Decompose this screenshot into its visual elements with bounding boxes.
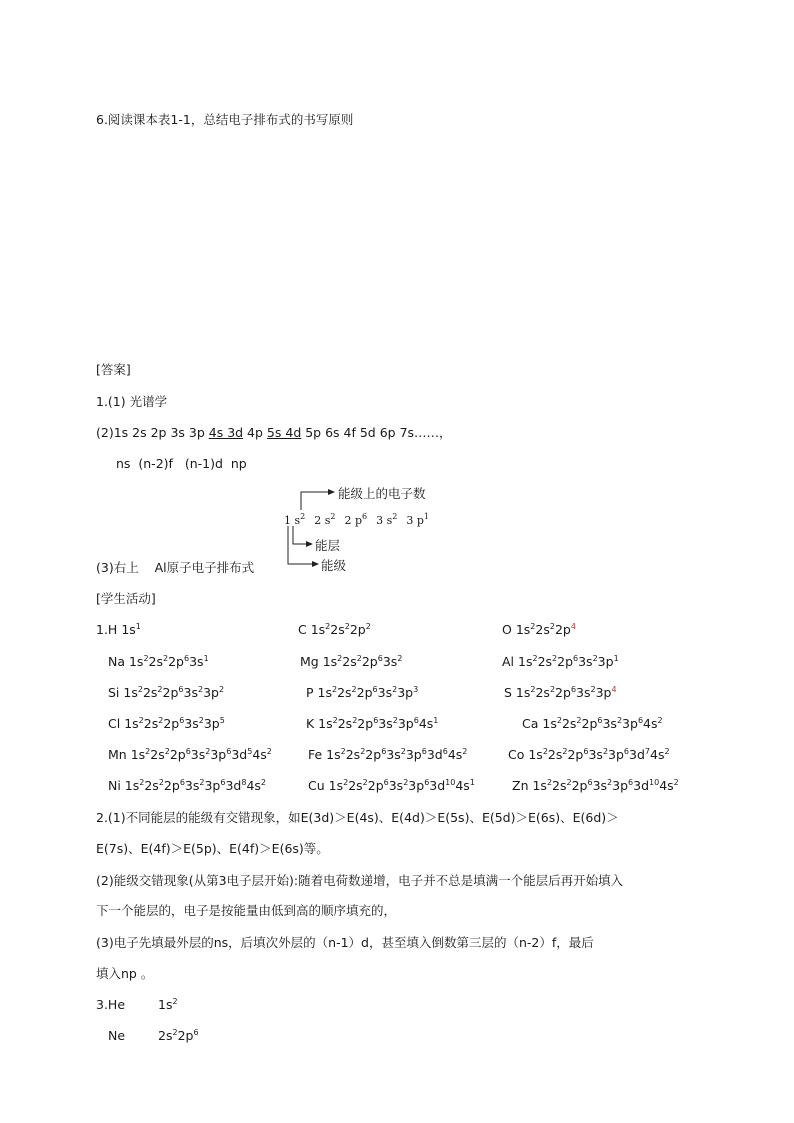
electron-count: 2 bbox=[139, 778, 145, 787]
element-symbol: 3.He bbox=[96, 997, 126, 1012]
element-symbol: Al bbox=[502, 654, 518, 669]
orbital: 3p bbox=[203, 716, 220, 731]
electron-count: 2 bbox=[356, 654, 362, 663]
orbital: 4s bbox=[246, 778, 261, 793]
electron-count: 6 bbox=[623, 747, 630, 756]
orbital: 3s bbox=[386, 747, 401, 762]
electron-count: 2 bbox=[172, 1028, 178, 1037]
orbital: 3p bbox=[608, 747, 624, 762]
orbital: 2s bbox=[150, 747, 165, 762]
orbital: 3d bbox=[633, 778, 650, 793]
orbital: 2p bbox=[356, 685, 373, 700]
orbital: 1s bbox=[328, 778, 344, 793]
electron-configuration bbox=[121, 622, 141, 637]
electron-count: 2 bbox=[331, 685, 338, 694]
orbital: 2p bbox=[163, 778, 180, 793]
element-symbol: Cu bbox=[308, 778, 329, 793]
electron-count: 6 bbox=[570, 685, 577, 694]
diagram-orbital: 1 s bbox=[284, 514, 301, 527]
orbital: 4s bbox=[447, 747, 463, 762]
electron-count: 2 bbox=[549, 622, 555, 631]
electron-count: 2 bbox=[400, 747, 406, 756]
electron-configuration bbox=[518, 654, 619, 669]
element-symbol: Cl bbox=[108, 716, 125, 731]
element-symbol: C bbox=[298, 622, 311, 637]
element-symbol: K bbox=[306, 716, 319, 731]
electron-count: 2 bbox=[145, 747, 151, 756]
electron-count: 2 bbox=[592, 654, 598, 663]
electron-count: 6 bbox=[442, 747, 448, 756]
electron-count: 2 bbox=[530, 685, 536, 694]
orbital: 3p bbox=[204, 778, 221, 793]
orbital: 4s bbox=[643, 716, 658, 731]
element-entry bbox=[108, 778, 266, 794]
electron-count: 1 bbox=[433, 716, 439, 725]
diagram-electron-count: 1 bbox=[423, 512, 429, 521]
electron-count: 2 bbox=[403, 778, 409, 787]
orbital: 3p bbox=[408, 778, 425, 793]
diagram-orbital: 3 p bbox=[406, 514, 424, 527]
electron-count: 2 bbox=[590, 685, 596, 694]
orbital: 4s bbox=[659, 778, 674, 793]
electron-configuration bbox=[318, 685, 419, 700]
element-symbol: Ne bbox=[108, 1028, 126, 1043]
electron-count: 2 bbox=[657, 716, 663, 725]
electron-count: 6 bbox=[185, 747, 191, 756]
diagram-orbital: 2 p bbox=[344, 514, 363, 527]
orbital: 2p bbox=[365, 747, 382, 762]
element-entry bbox=[300, 654, 402, 670]
orbital: 3s bbox=[190, 747, 206, 762]
orbital: 3s bbox=[388, 778, 404, 793]
orbital: 3p bbox=[405, 747, 422, 762]
electron-count: 2 bbox=[163, 654, 169, 663]
electron-count: 2 bbox=[325, 622, 331, 631]
element-symbol: Mn bbox=[108, 747, 131, 762]
answer-2-line-4: 下一个能层的，电子是按能量由低到高的顺序填充的， bbox=[96, 903, 397, 918]
element-entry bbox=[108, 716, 225, 732]
electron-count: 10 bbox=[649, 778, 660, 787]
electron-count: 2 bbox=[172, 997, 178, 1006]
orbital: 2s bbox=[537, 654, 553, 669]
electron-count: 8 bbox=[241, 778, 247, 787]
electron-configuration bbox=[125, 778, 266, 793]
electron-configuration bbox=[158, 997, 178, 1012]
electron-count: 2 bbox=[199, 778, 205, 787]
electron-count: 2 bbox=[532, 654, 538, 663]
configuration-diagram bbox=[280, 480, 480, 580]
electron-count: 2 bbox=[397, 654, 403, 663]
electron-count: 2 bbox=[158, 778, 164, 787]
electron-count: 6 bbox=[421, 747, 427, 756]
electron-count: 6 bbox=[597, 716, 603, 725]
orbital: 3p bbox=[397, 716, 414, 731]
element-symbol: Na bbox=[108, 654, 129, 669]
diagram-electron-count: 6 bbox=[362, 512, 368, 521]
electron-count: 6 bbox=[179, 716, 185, 725]
orbital: 3p bbox=[612, 778, 629, 793]
orbital: 2s bbox=[158, 1028, 173, 1043]
electron-count: 2 bbox=[552, 654, 558, 663]
orbital: 3d bbox=[429, 778, 446, 793]
electron-count: 2 bbox=[673, 778, 679, 787]
orbital: 1s bbox=[515, 685, 531, 700]
orbital: 3s bbox=[378, 716, 393, 731]
answer-1-2: (2)1s 2s 2p 3s 3p 4s 3d 4p 5s 4d 5p 6s 4f 5d 6p 7s……， bbox=[96, 425, 452, 440]
diagram-electron-count: 2 bbox=[392, 512, 398, 521]
orbital: 2p bbox=[169, 747, 186, 762]
answer-2-line-5: (3)电子先填最外层的ns，后填次外层的（n-1）d，甚至填入倒数第三层的（n-2）f，最后 bbox=[96, 935, 594, 950]
element-entry bbox=[512, 778, 679, 794]
element-entry bbox=[306, 685, 418, 701]
element-symbol: Fe bbox=[308, 747, 327, 762]
electron-count: 2 bbox=[542, 747, 548, 756]
element-entry bbox=[108, 685, 224, 701]
electron-count: 2 bbox=[576, 716, 582, 725]
orbital: 1s bbox=[130, 747, 146, 762]
electron-count: 2 bbox=[340, 747, 346, 756]
orbital: 3p bbox=[397, 685, 414, 700]
element-entry bbox=[298, 622, 371, 638]
electron-count: 4 bbox=[611, 685, 617, 694]
element-entry bbox=[96, 622, 141, 638]
electron-count: 6 bbox=[573, 654, 579, 663]
electron-configuration bbox=[528, 747, 669, 762]
electron-count: 1 bbox=[469, 778, 475, 787]
orbital: 2p bbox=[357, 716, 374, 731]
element-symbol: S bbox=[504, 685, 516, 700]
electron-count: 4 bbox=[570, 622, 576, 631]
element-entry bbox=[522, 716, 663, 732]
orbital: 3s bbox=[184, 716, 199, 731]
electron-count: 2 bbox=[138, 716, 144, 725]
electron-count: 6 bbox=[372, 685, 378, 694]
electron-configuration bbox=[542, 716, 662, 731]
orbital: 3d bbox=[426, 747, 443, 762]
energy-layer-label: 能层 bbox=[315, 538, 341, 553]
orbital: 3s bbox=[592, 778, 608, 793]
orbital: 2s bbox=[142, 685, 158, 700]
element-entry bbox=[158, 997, 178, 1013]
orbital: 1s bbox=[121, 622, 136, 637]
electron-count: 6 bbox=[377, 654, 383, 663]
electron-count: 5 bbox=[219, 716, 225, 725]
electron-count: 2 bbox=[602, 747, 609, 756]
orbital: 3d bbox=[231, 747, 248, 762]
electron-count: 2 bbox=[365, 622, 371, 631]
electron-count: 5 bbox=[247, 747, 253, 756]
orbital: 1s bbox=[158, 997, 173, 1012]
orbital: 2s bbox=[561, 716, 577, 731]
electron-count: 2 bbox=[205, 747, 211, 756]
element-entry bbox=[308, 778, 475, 794]
electron-configuration bbox=[131, 747, 272, 762]
electron-count: 6 bbox=[628, 778, 634, 787]
electron-count: 6 bbox=[373, 716, 379, 725]
orbital: 1s bbox=[528, 747, 543, 762]
orbital: 3s bbox=[576, 685, 591, 700]
electron-count: 2 bbox=[351, 685, 357, 694]
element-entry bbox=[504, 685, 617, 701]
orbital: 4s bbox=[252, 747, 267, 762]
answer-1-4 bbox=[96, 560, 254, 576]
electron-count: 6 bbox=[184, 654, 190, 663]
orbital: 1s bbox=[532, 778, 547, 793]
electron-count: 2 bbox=[562, 747, 568, 756]
orbital: 1s bbox=[310, 622, 326, 637]
electron-count-label: 能级上的电子数 bbox=[338, 486, 426, 501]
answer-2-line-2: E(7s)、E(4f)＞E(5p)、E(4f)＞E(6s)等。 bbox=[96, 841, 329, 856]
electron-count: 2 bbox=[352, 716, 358, 725]
electron-count: 2 bbox=[158, 716, 164, 725]
orbital: 2p bbox=[162, 685, 179, 700]
orbital: 1s bbox=[326, 747, 341, 762]
electron-count: 2 bbox=[198, 716, 204, 725]
element-symbol: Co bbox=[508, 747, 529, 762]
orbital: 2p bbox=[361, 654, 378, 669]
electron-configuration bbox=[123, 685, 224, 700]
electron-count: 2 bbox=[360, 747, 366, 756]
element-entry bbox=[508, 747, 670, 763]
element-symbol: P bbox=[306, 685, 318, 700]
element-symbol: Mg bbox=[300, 654, 323, 669]
element-entry bbox=[502, 622, 576, 638]
answer-1-3: ns (n-2)f (n-1)d np bbox=[116, 456, 247, 471]
electron-count: 2 bbox=[462, 747, 468, 756]
orbital: 1s bbox=[518, 654, 533, 669]
orbital: 3s bbox=[189, 654, 204, 669]
orbital: 2p bbox=[367, 778, 384, 793]
diagram-formula bbox=[284, 514, 429, 527]
element-symbol: O bbox=[502, 622, 516, 637]
orbital: 3s bbox=[377, 685, 393, 700]
electron-count: 2 bbox=[157, 685, 163, 694]
element-symbol: Si bbox=[108, 685, 124, 700]
element-entry bbox=[306, 716, 438, 732]
diagram-electron-count: 2 bbox=[330, 512, 336, 521]
element-entry bbox=[158, 1028, 199, 1044]
electron-count: 2 bbox=[266, 747, 272, 756]
electron-count: 1 bbox=[135, 622, 141, 631]
answer-2-line-1: 2.(1)不同能层的能级有交错现象，如E(3d)＞E(4s)、E(4d)＞E(5s)、E(5d)＞E(6s)、E(6d)＞ bbox=[96, 810, 619, 825]
electron-configuration bbox=[124, 716, 225, 731]
electron-count: 6 bbox=[424, 778, 430, 787]
electron-count: 6 bbox=[383, 778, 389, 787]
orbital: 3p bbox=[203, 685, 219, 700]
electron-count: 6 bbox=[178, 685, 184, 694]
orbital: 1s bbox=[515, 622, 531, 637]
electron-configuration bbox=[532, 778, 678, 793]
orbital: 3p bbox=[622, 716, 638, 731]
electron-count: 2 bbox=[260, 778, 266, 787]
orbital: 1s bbox=[128, 654, 144, 669]
electron-configuration bbox=[323, 654, 403, 669]
orbital: 2s bbox=[547, 747, 563, 762]
orbital: 2s bbox=[348, 778, 363, 793]
electron-count: 10 bbox=[445, 778, 456, 787]
electron-count: 2 bbox=[218, 685, 225, 694]
orbital: 2s bbox=[535, 622, 550, 637]
electron-count: 1 bbox=[203, 654, 209, 663]
electron-configuration bbox=[158, 1028, 199, 1043]
orbital: 4s bbox=[418, 716, 434, 731]
orbital: 2p bbox=[581, 716, 598, 731]
electron-count: 6 bbox=[220, 778, 226, 787]
orbital: 3s bbox=[578, 654, 593, 669]
orbital: 1s bbox=[317, 685, 332, 700]
element-entry bbox=[308, 747, 467, 763]
orbital: 2s bbox=[330, 622, 345, 637]
electron-count: 2 bbox=[556, 716, 562, 725]
orbital: 2p bbox=[567, 747, 584, 762]
orbital: 3s bbox=[588, 747, 603, 762]
orbital: 2p bbox=[571, 778, 588, 793]
electron-count: 2 bbox=[164, 747, 170, 756]
orbital: 2p bbox=[168, 654, 184, 669]
electron-count: 6 bbox=[413, 716, 419, 725]
orbital: 2s bbox=[143, 716, 159, 731]
orbital: 3s bbox=[382, 654, 398, 669]
orbital: 3d bbox=[225, 778, 242, 793]
electron-configuration bbox=[516, 685, 617, 700]
orbital: 2p bbox=[555, 685, 571, 700]
orbital: 3p bbox=[597, 654, 614, 669]
orbital: 2s bbox=[337, 716, 353, 731]
electron-count: 6 bbox=[226, 747, 232, 756]
answer-1-2-prefix: (2)1s 2s 2p 3s 3p bbox=[96, 425, 209, 440]
orbital: 4s bbox=[455, 778, 470, 793]
electron-count: 2 bbox=[546, 778, 553, 787]
electron-count: 6 bbox=[637, 716, 644, 725]
electron-configuration bbox=[326, 747, 467, 762]
electron-count: 7 bbox=[644, 747, 650, 756]
element-entry bbox=[108, 747, 272, 763]
electron-count: 2 bbox=[197, 685, 204, 694]
diagram-orbital: 3 s bbox=[376, 514, 393, 527]
electron-count: 6 bbox=[583, 747, 589, 756]
orbital: 1s bbox=[322, 654, 338, 669]
electron-count: 2 bbox=[343, 778, 349, 787]
answer-1-1: 1.(1) 光谱学 bbox=[96, 394, 168, 409]
orbital: 3s bbox=[184, 778, 200, 793]
electron-count: 6 bbox=[193, 1028, 199, 1037]
orbital: 1s bbox=[123, 685, 138, 700]
electron-configuration bbox=[311, 622, 371, 637]
electron-configuration bbox=[329, 778, 475, 793]
answer-2-line-3: (2)能级交错现象(从第3电子层开始):随着电荷数递增，电子并不总是填满一个能层后再开始填入 bbox=[96, 873, 624, 888]
electron-count: 2 bbox=[143, 654, 149, 663]
electron-count: 2 bbox=[664, 747, 670, 756]
answer-1-4-prefix: (3)右上 bbox=[96, 560, 139, 575]
element-entry bbox=[502, 654, 619, 670]
orbital: 4s bbox=[650, 747, 665, 762]
electron-count: 2 bbox=[530, 622, 536, 631]
orbital: 2s bbox=[552, 778, 567, 793]
electron-count: 2 bbox=[392, 716, 398, 725]
answer-1-4-suffix: Al原子电子排布式 bbox=[154, 560, 255, 575]
element-symbol: Ca bbox=[522, 716, 543, 731]
electron-configuration bbox=[318, 716, 438, 731]
electron-count: 2 bbox=[362, 778, 368, 787]
orbital: 2p bbox=[349, 622, 366, 637]
orbital: 2s bbox=[148, 654, 164, 669]
orbital: 2p bbox=[554, 622, 571, 637]
underlined-term-1: 4s 3d bbox=[208, 425, 244, 440]
element-entry bbox=[108, 654, 209, 670]
answer-heading: [答案] bbox=[96, 362, 131, 377]
element-symbol: 1.H bbox=[96, 622, 122, 637]
orbital: 2s bbox=[342, 654, 357, 669]
electron-count: 6 bbox=[587, 778, 593, 787]
activity-heading: [学生活动] bbox=[96, 591, 156, 606]
orbital: 2s bbox=[535, 685, 550, 700]
orbital: 2s bbox=[337, 685, 352, 700]
answer-2-line-6: 填入np 。 bbox=[96, 966, 154, 981]
answer-1-2-suffix: 5p 6s 4f 5d 6p 7s……， bbox=[301, 425, 452, 440]
electron-count: 2 bbox=[616, 716, 623, 725]
underlined-term-2: 5s 4d bbox=[266, 425, 302, 440]
element-symbol: Zn bbox=[512, 778, 533, 793]
energy-level-label: 能级 bbox=[321, 558, 347, 573]
orbital: 1s bbox=[542, 716, 557, 731]
electron-count: 6 bbox=[179, 778, 185, 787]
orbital: 1s bbox=[124, 716, 139, 731]
electron-count: 2 bbox=[607, 778, 613, 787]
diagram-electron-count: 2 bbox=[300, 512, 306, 521]
orbital: 3p bbox=[210, 747, 227, 762]
electron-configuration bbox=[129, 654, 209, 669]
electron-count: 2 bbox=[337, 654, 343, 663]
orbital: 1s bbox=[124, 778, 140, 793]
orbital: 2p bbox=[163, 716, 180, 731]
orbital: 2s bbox=[144, 778, 159, 793]
orbital: 3s bbox=[183, 685, 198, 700]
electron-configuration bbox=[516, 622, 576, 637]
electron-count: 2 bbox=[137, 685, 143, 694]
orbital: 2p bbox=[557, 654, 574, 669]
electron-count: 3 bbox=[413, 685, 419, 694]
electron-count: 1 bbox=[613, 654, 619, 663]
electron-count: 2 bbox=[566, 778, 572, 787]
orbital: 3d bbox=[629, 747, 645, 762]
electron-count: 2 bbox=[344, 622, 350, 631]
electron-count: 2 bbox=[332, 716, 338, 725]
orbital: 3p bbox=[595, 685, 612, 700]
orbital: 1s bbox=[318, 716, 333, 731]
orbital: 2p bbox=[177, 1028, 194, 1043]
electron-count: 2 bbox=[549, 685, 556, 694]
electron-count: 6 bbox=[381, 747, 387, 756]
orbital: 2s bbox=[345, 747, 361, 762]
orbital: 3s bbox=[602, 716, 617, 731]
electron-count: 2 bbox=[392, 685, 398, 694]
element-symbol: Ni bbox=[108, 778, 125, 793]
question-title: 6.阅读课本表1-1，总结电子排布式的书写原则 bbox=[96, 112, 354, 127]
diagram-orbital: 2 s bbox=[314, 514, 331, 527]
